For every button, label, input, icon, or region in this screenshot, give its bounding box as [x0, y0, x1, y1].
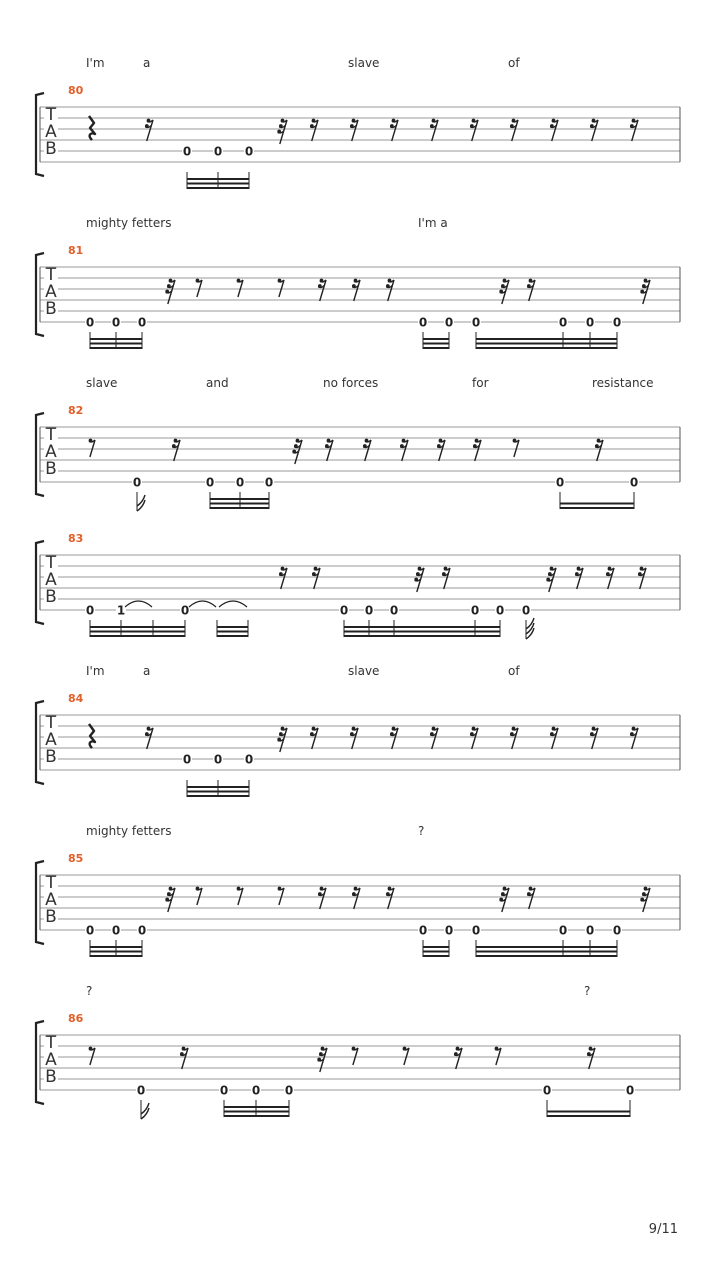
- note-beam-group: [90, 332, 142, 349]
- fret-number: 0: [235, 475, 245, 490]
- fret-number: 0: [182, 144, 192, 159]
- lyric-text: no forces: [323, 376, 379, 390]
- note-beam-group: [210, 492, 269, 509]
- measure-number: 82: [68, 404, 84, 417]
- fret-number: 0: [418, 315, 428, 330]
- eighth-rest: [278, 279, 284, 297]
- eighth-rest: [237, 887, 243, 905]
- tab-system: [36, 824, 680, 957]
- sixteenth-rest: [630, 119, 638, 141]
- fret-number: 0: [471, 315, 481, 330]
- tab-clef-letter: B: [45, 1067, 57, 1087]
- eighth-rest: [89, 439, 95, 457]
- tab-clef-letter: T: [45, 553, 57, 573]
- sixteenth-rest: [145, 119, 153, 141]
- fret-number: 0: [85, 315, 95, 330]
- sixteenth-rest: [587, 1047, 595, 1069]
- fret-number: 0: [219, 1083, 229, 1098]
- sixteenth-rest: [590, 119, 598, 141]
- lyric-text: a: [143, 56, 151, 70]
- fret-number: 0: [251, 1083, 261, 1098]
- tab-system: [36, 56, 680, 189]
- lyric-text: I'm a: [418, 216, 448, 230]
- sixteenth-rest: [510, 119, 518, 141]
- tab-clef-letter: T: [45, 425, 57, 445]
- fret-number: 0: [495, 603, 505, 618]
- eighth-rest: [196, 279, 202, 297]
- sixteenth-rest: [430, 727, 438, 749]
- lyric-text: I'm: [86, 664, 105, 678]
- fret-number: 0: [470, 603, 480, 618]
- fret-number: 0: [244, 144, 254, 159]
- sixteenth-rest: [442, 567, 450, 589]
- fret-number: 0: [612, 315, 622, 330]
- lyric-text: mighty fetters: [86, 824, 172, 838]
- measure-number: 80: [68, 84, 84, 97]
- quarter-rest: [89, 116, 95, 140]
- tab-clef-letter: B: [45, 299, 57, 319]
- note-beam-group: [476, 332, 617, 349]
- tie-arc: [125, 601, 152, 607]
- note-beam-group: [90, 620, 185, 637]
- tab-clef-letter: A: [45, 282, 57, 302]
- sixteenth-rest: [437, 439, 445, 461]
- sixteenth-rest: [390, 119, 398, 141]
- sixteenth-rest: [390, 727, 398, 749]
- lyric-text: resistance: [592, 376, 654, 390]
- sixteenth-rest: [310, 727, 318, 749]
- note-beam-group: [187, 780, 249, 797]
- fret-number: 0: [364, 603, 374, 618]
- sixteenth-rest: [180, 1047, 188, 1069]
- eighth-rest: [352, 1047, 358, 1065]
- tab-clef-letter: B: [45, 139, 57, 159]
- eighth-rest: [495, 1047, 501, 1065]
- note-beam-group: [344, 620, 500, 637]
- sixteenth-rest: [473, 439, 481, 461]
- sixteenth-rest: [310, 119, 318, 141]
- sixteenth-rest: [590, 727, 598, 749]
- fret-number: 0: [339, 603, 349, 618]
- sixteenth-rest: [350, 119, 358, 141]
- fret-number: 0: [521, 603, 531, 618]
- eighth-rest: [89, 1047, 95, 1065]
- fret-number: 0: [137, 315, 147, 330]
- fret-number: 0: [444, 923, 454, 938]
- sixteenth-rest: [595, 439, 603, 461]
- tab-clef-letter: T: [45, 1033, 57, 1053]
- fret-number: 0: [205, 475, 215, 490]
- lyric-text: and: [206, 376, 229, 390]
- fret-number: 0: [137, 923, 147, 938]
- tie-arc: [189, 601, 216, 607]
- sixteenth-rest: [606, 567, 614, 589]
- eighth-rest: [196, 887, 202, 905]
- fret-number: 0: [389, 603, 399, 618]
- tab-system: [36, 376, 680, 511]
- tab-system: [36, 532, 680, 639]
- tab-clef-letter: B: [45, 907, 57, 927]
- lyric-text: a: [143, 664, 151, 678]
- eighth-rest: [403, 1047, 409, 1065]
- tab-clef-letter: A: [45, 442, 57, 462]
- fret-number: 0: [213, 752, 223, 767]
- sixteenth-rest: [527, 887, 535, 909]
- lyric-text: of: [508, 664, 520, 678]
- eighth-rest: [237, 279, 243, 297]
- lyric-text: mighty fetters: [86, 216, 172, 230]
- tab-clef-letter: B: [45, 459, 57, 479]
- note-beam-group: [90, 940, 142, 957]
- fret-number: 0: [136, 1083, 146, 1098]
- fret-number: 0: [555, 475, 565, 490]
- eighth-rest: [513, 439, 519, 457]
- tab-clef-letter: B: [45, 747, 57, 767]
- measure-number: 81: [68, 244, 84, 257]
- sixteenth-rest: [318, 887, 326, 909]
- sixteenth-rest: [386, 887, 394, 909]
- fret-number: 0: [418, 923, 428, 938]
- note-beam-group: [423, 332, 449, 349]
- tab-clef-letter: A: [45, 570, 57, 590]
- note-flag: [141, 1100, 149, 1119]
- sixteenth-rest: [510, 727, 518, 749]
- tab-system: [36, 216, 680, 349]
- sixteenth-rest: [454, 1047, 462, 1069]
- tab-clef-letter: T: [45, 873, 57, 893]
- fret-number: 0: [629, 475, 639, 490]
- eighth-rest: [278, 887, 284, 905]
- fret-number: 0: [85, 923, 95, 938]
- sixteenth-rest: [527, 279, 535, 301]
- tab-clef-letter: A: [45, 890, 57, 910]
- sixteenth-rest: [352, 279, 360, 301]
- fret-number: 0: [264, 475, 274, 490]
- tab-clef-letter: B: [45, 587, 57, 607]
- fret-number: 0: [284, 1083, 294, 1098]
- tie-arc: [219, 601, 247, 607]
- tab-system: [36, 664, 680, 797]
- lyric-text: slave: [348, 56, 380, 70]
- fret-number: 0: [558, 315, 568, 330]
- sixteenth-rest: [575, 567, 583, 589]
- measure-number: 85: [68, 852, 84, 865]
- sixteenth-rest: [350, 727, 358, 749]
- note-beam-group: [187, 172, 249, 189]
- sixteenth-rest: [386, 279, 394, 301]
- fret-number: 0: [585, 923, 595, 938]
- fret-number: 0: [542, 1083, 552, 1098]
- fret-number: 0: [111, 923, 121, 938]
- lyric-text: for: [472, 376, 489, 390]
- fret-number: 0: [558, 923, 568, 938]
- sixteenth-rest: [279, 567, 287, 589]
- fret-number: 0: [244, 752, 254, 767]
- sixteenth-rest: [172, 439, 180, 461]
- tab-system: [36, 984, 680, 1119]
- sixteenth-rest: [630, 727, 638, 749]
- lyric-text: I'm: [86, 56, 105, 70]
- sixteenth-rest: [352, 887, 360, 909]
- fret-number: 0: [180, 603, 190, 618]
- fret-number: 1: [116, 603, 126, 618]
- fret-number: 0: [444, 315, 454, 330]
- note-flag: [137, 492, 145, 511]
- note-beam-group: [423, 940, 449, 957]
- note-beam-group: [217, 620, 248, 637]
- sixteenth-rest: [145, 727, 153, 749]
- sixteenth-rest: [363, 439, 371, 461]
- lyric-text: ?: [418, 824, 425, 838]
- note-beam-group: [547, 1100, 630, 1117]
- fret-number: 0: [625, 1083, 635, 1098]
- note-beam-group: [224, 1100, 289, 1117]
- sixteenth-rest: [325, 439, 333, 461]
- sixteenth-rest: [470, 119, 478, 141]
- tab-clef-letter: A: [45, 1050, 57, 1070]
- lyric-text: ?: [584, 984, 591, 998]
- fret-number: 0: [85, 603, 95, 618]
- note-flag: [526, 618, 534, 639]
- measure-number: 84: [68, 692, 84, 705]
- lyric-text: of: [508, 56, 520, 70]
- quarter-rest: [89, 724, 95, 748]
- tab-clef-letter: T: [45, 713, 57, 733]
- measure-number: 83: [68, 532, 84, 545]
- measure-number: 86: [68, 1012, 84, 1025]
- sixteenth-rest: [550, 119, 558, 141]
- tab-clef-letter: T: [45, 265, 57, 285]
- tab-clef-letter: T: [45, 105, 57, 125]
- sixteenth-rest: [430, 119, 438, 141]
- tab-clef-letter: A: [45, 730, 57, 750]
- fret-number: 0: [213, 144, 223, 159]
- fret-number: 0: [612, 923, 622, 938]
- page-number: 9/11: [648, 1222, 678, 1237]
- fret-number: 0: [132, 475, 142, 490]
- sixteenth-rest: [312, 567, 320, 589]
- fret-number: 0: [182, 752, 192, 767]
- fret-number: 0: [471, 923, 481, 938]
- sixteenth-rest: [318, 279, 326, 301]
- sixteenth-rest: [470, 727, 478, 749]
- lyric-text: slave: [348, 664, 380, 678]
- lyric-text: slave: [86, 376, 118, 390]
- lyric-text: ?: [86, 984, 93, 998]
- sixteenth-rest: [550, 727, 558, 749]
- note-beam-group: [476, 940, 617, 957]
- tab-clef-letter: A: [45, 122, 57, 142]
- note-beam-group: [560, 492, 634, 509]
- sixteenth-rest: [638, 567, 646, 589]
- fret-number: 0: [585, 315, 595, 330]
- fret-number: 0: [111, 315, 121, 330]
- sixteenth-rest: [400, 439, 408, 461]
